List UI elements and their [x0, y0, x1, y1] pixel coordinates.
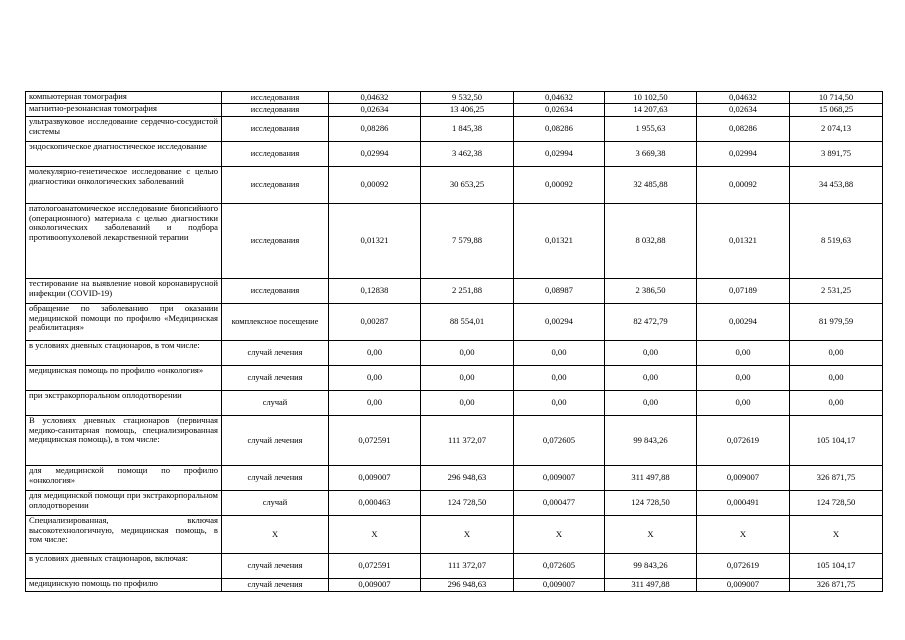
value-cell: 0,00: [421, 366, 514, 391]
value-cell: 2 074,13: [790, 117, 883, 142]
value-cell: 0,00092: [329, 167, 421, 204]
value-cell: 2 386,50: [605, 279, 697, 304]
table-row: [26, 366, 883, 391]
row-unit: исследования: [222, 142, 329, 167]
row-unit: исследования: [222, 167, 329, 204]
value-cell: 105 104,17: [790, 416, 883, 466]
value-cell: 0,12838: [329, 279, 421, 304]
value-cell: 105 104,17: [790, 554, 883, 579]
value-cell: 0,072591: [329, 554, 421, 579]
table-row: [26, 204, 883, 279]
row-label: в условиях дневных стационаров, в том числе:: [26, 341, 222, 366]
value-cell: 0,000477: [514, 491, 605, 516]
row-unit: случай лечения: [222, 466, 329, 491]
value-cell: 0,02994: [697, 142, 790, 167]
value-cell: 0,00: [790, 341, 883, 366]
value-cell: 9 532,50: [421, 92, 514, 104]
value-cell: 0,009007: [697, 579, 790, 592]
value-cell: 0,08987: [514, 279, 605, 304]
value-cell: 0,08286: [329, 117, 421, 142]
row-unit: случай лечения: [222, 554, 329, 579]
value-cell: 0,009007: [514, 579, 605, 592]
value-cell: 0,00: [329, 366, 421, 391]
value-cell: 0,009007: [329, 579, 421, 592]
value-cell: 8 519,63: [790, 204, 883, 279]
value-cell: 0,00: [514, 341, 605, 366]
value-cell: 326 871,75: [790, 466, 883, 491]
value-cell: 82 472,79: [605, 304, 697, 341]
row-label: В условиях дневных стационаров (первичная медико-санитарная помощь, специализированная медицинская помощь), в том числе:: [26, 416, 222, 466]
table-row: [26, 554, 883, 579]
table-row: [26, 167, 883, 204]
value-cell: 2 531,25: [790, 279, 883, 304]
value-cell: 3 462,38: [421, 142, 514, 167]
value-cell: 0,000491: [697, 491, 790, 516]
value-cell: X: [605, 516, 697, 554]
table-row: [26, 516, 883, 554]
value-cell: 30 653,25: [421, 167, 514, 204]
row-unit: случай: [222, 391, 329, 416]
row-unit: комплексное посещение: [222, 304, 329, 341]
value-cell: 0,00: [697, 341, 790, 366]
value-cell: 0,08286: [697, 117, 790, 142]
value-cell: 0,00: [605, 391, 697, 416]
row-unit: исследования: [222, 279, 329, 304]
value-cell: 99 843,26: [605, 554, 697, 579]
value-cell: 0,000463: [329, 491, 421, 516]
value-cell: 0,02994: [329, 142, 421, 167]
value-cell: 0,00: [421, 341, 514, 366]
value-cell: 8 032,88: [605, 204, 697, 279]
value-cell: 0,00287: [329, 304, 421, 341]
value-cell: 0,072619: [697, 554, 790, 579]
value-cell: 0,072591: [329, 416, 421, 466]
value-cell: 0,02994: [514, 142, 605, 167]
value-cell: X: [514, 516, 605, 554]
value-cell: 311 497,88: [605, 579, 697, 592]
value-cell: 88 554,01: [421, 304, 514, 341]
row-unit: случай лечения: [222, 416, 329, 466]
value-cell: 0,02634: [329, 104, 421, 117]
value-cell: 0,072619: [697, 416, 790, 466]
tariff-table: [25, 91, 883, 592]
value-cell: 0,009007: [514, 466, 605, 491]
row-label: тестирование на выявление новой коронавирусной инфекции (COVID-19): [26, 279, 222, 304]
value-cell: 3 891,75: [790, 142, 883, 167]
value-cell: 0,00: [697, 366, 790, 391]
table-row: [26, 117, 883, 142]
row-unit: исследования: [222, 92, 329, 104]
value-cell: 0,00: [421, 391, 514, 416]
value-cell: 34 453,88: [790, 167, 883, 204]
row-unit: исследования: [222, 104, 329, 117]
row-label: в условиях дневных стационаров, включая:: [26, 554, 222, 579]
value-cell: 2 251,88: [421, 279, 514, 304]
table-row: [26, 104, 883, 117]
value-cell: 0,04632: [329, 92, 421, 104]
row-unit: исследования: [222, 204, 329, 279]
value-cell: 3 669,38: [605, 142, 697, 167]
value-cell: 0,00: [697, 391, 790, 416]
value-cell: 124 728,50: [790, 491, 883, 516]
table-row: [26, 304, 883, 341]
value-cell: 0,07189: [697, 279, 790, 304]
row-unit: случай лечения: [222, 341, 329, 366]
value-cell: X: [329, 516, 421, 554]
row-label: молекулярно-генетическое исследование с целью диагностики онкологических заболеваний: [26, 167, 222, 204]
value-cell: 0,009007: [697, 466, 790, 491]
value-cell: 0,00: [790, 391, 883, 416]
row-label: для медицинской помощи по профилю «онкология»: [26, 466, 222, 491]
row-unit: исследования: [222, 117, 329, 142]
row-label: ультразвуковое исследование сердечно-сосудистой системы: [26, 117, 222, 142]
table-body: [26, 92, 883, 592]
row-label: патологоанатомическое исследование биопсийного (операционного) материала с целью диагностики онкологических заболеваний и подбора противоопухолевой лекарственной терапии: [26, 204, 222, 279]
value-cell: 0,00092: [697, 167, 790, 204]
value-cell: 0,00: [605, 366, 697, 391]
row-label: магнитно-резонансная томография: [26, 104, 222, 117]
value-cell: 0,08286: [514, 117, 605, 142]
table-row: [26, 142, 883, 167]
table-row: [26, 416, 883, 466]
value-cell: X: [421, 516, 514, 554]
value-cell: 1 955,63: [605, 117, 697, 142]
table-row: [26, 391, 883, 416]
value-cell: 0,00: [514, 391, 605, 416]
value-cell: 0,02634: [514, 104, 605, 117]
value-cell: 32 485,88: [605, 167, 697, 204]
value-cell: 0,072605: [514, 416, 605, 466]
value-cell: 0,00: [790, 366, 883, 391]
row-unit: случай лечения: [222, 579, 329, 592]
row-label: компьютерная томография: [26, 92, 222, 104]
value-cell: 1 845,38: [421, 117, 514, 142]
value-cell: 111 372,07: [421, 554, 514, 579]
row-label: медицинская помощь по профилю «онкология»: [26, 366, 222, 391]
value-cell: 10 102,50: [605, 92, 697, 104]
value-cell: 296 948,63: [421, 579, 514, 592]
value-cell: 0,04632: [697, 92, 790, 104]
table-row: [26, 92, 883, 104]
value-cell: 0,00: [514, 366, 605, 391]
value-cell: X: [790, 516, 883, 554]
value-cell: 0,00: [329, 391, 421, 416]
value-cell: 0,00294: [514, 304, 605, 341]
table-row: [26, 491, 883, 516]
value-cell: 13 406,25: [421, 104, 514, 117]
row-label: Специализированная, включая высокотехнологичную, медицинская помощь, в том числе:: [26, 516, 222, 554]
table-row: [26, 579, 883, 592]
value-cell: 0,01321: [514, 204, 605, 279]
table-row: [26, 466, 883, 491]
value-cell: 0,00092: [514, 167, 605, 204]
value-cell: 0,00: [605, 341, 697, 366]
value-cell: 0,04632: [514, 92, 605, 104]
value-cell: X: [697, 516, 790, 554]
row-unit: случай: [222, 491, 329, 516]
value-cell: 14 207,63: [605, 104, 697, 117]
value-cell: 99 843,26: [605, 416, 697, 466]
value-cell: 0,00294: [697, 304, 790, 341]
row-label: эндоскопическое диагностическое исследование: [26, 142, 222, 167]
value-cell: 0,02634: [697, 104, 790, 117]
value-cell: 10 714,50: [790, 92, 883, 104]
value-cell: 0,072605: [514, 554, 605, 579]
value-cell: 15 068,25: [790, 104, 883, 117]
value-cell: 326 871,75: [790, 579, 883, 592]
value-cell: 124 728,50: [421, 491, 514, 516]
value-cell: 124 728,50: [605, 491, 697, 516]
value-cell: 296 948,63: [421, 466, 514, 491]
row-unit: случай лечения: [222, 366, 329, 391]
row-label: обращение по заболеванию при оказании медицинской помощи по профилю «Медицинская реабилитация»: [26, 304, 222, 341]
value-cell: 0,01321: [697, 204, 790, 279]
value-cell: 81 979,59: [790, 304, 883, 341]
row-unit: X: [222, 516, 329, 554]
row-label: медицинскую помощь по профилю: [26, 579, 222, 592]
row-label: для медицинской помощи при экстракорпоральном оплодотворении: [26, 491, 222, 516]
value-cell: 111 372,07: [421, 416, 514, 466]
value-cell: 311 497,88: [605, 466, 697, 491]
value-cell: 0,009007: [329, 466, 421, 491]
row-label: при экстракорпоральном оплодотворении: [26, 391, 222, 416]
value-cell: 0,00: [329, 341, 421, 366]
table-row: [26, 341, 883, 366]
value-cell: 7 579,88: [421, 204, 514, 279]
value-cell: 0,01321: [329, 204, 421, 279]
table-row: [26, 279, 883, 304]
